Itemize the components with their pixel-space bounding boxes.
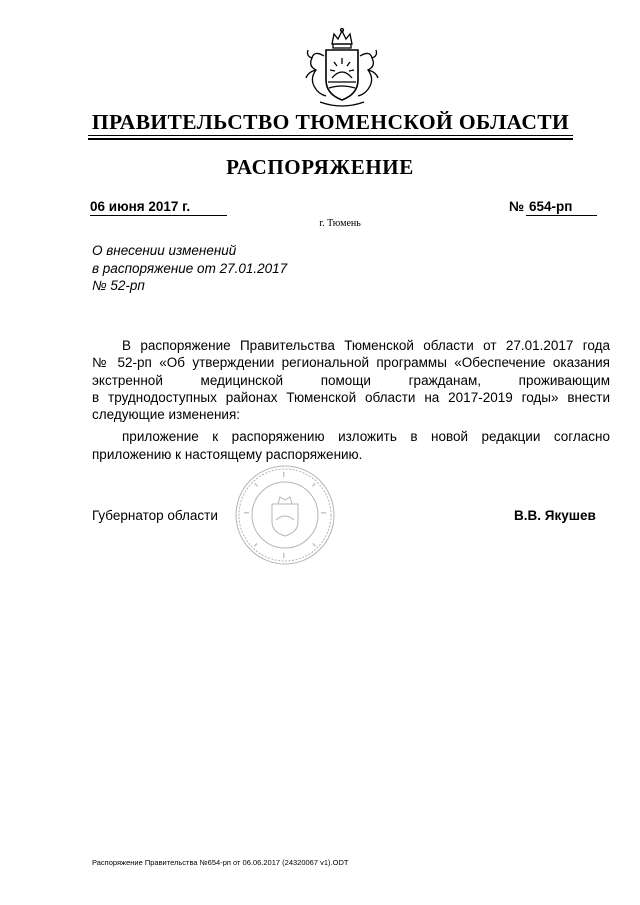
body-line: следующие изменения: [92,407,241,423]
subject-line: в распоряжение от 27.01.2017 [92,260,288,276]
body-line: приложению к настоящему распоряжению. [92,446,363,462]
header-divider-thick [88,138,573,140]
body-line: в труднодоступных районах Тюменской области на 2017-2019 годы» внести [92,389,610,405]
subject-line: № 52-рп [92,278,145,293]
signer-title: Губернатор области [92,508,218,523]
official-seal-icon [234,464,336,566]
body-line: экстренной медицинской помощи гражданам, проживающим [92,372,610,388]
signer-name: В.В. Якушев [514,508,596,523]
document-date: 06 июня 2017 г. [90,199,227,216]
document-body [92,337,610,463]
subject-line: О внесении изменений [92,243,237,258]
body-line: В распоряжение Правительства Тюменской области от 27.01.2017 года [122,338,610,353]
coat-of-arms-icon [296,26,388,110]
header-divider-thin [88,135,573,136]
organization-title: ПРАВИТЕЛЬСТВО ТЮМЕНСКОЙ ОБЛАСТИ [91,110,570,134]
body-line: № 52-рп «Об утверждении региональной программы «Обеспечение оказания [92,355,610,371]
body-line: приложение к распоряжению изложить в новой редакции согласно [122,429,610,445]
document-type: РАСПОРЯЖЕНИЕ [226,155,414,179]
document-number: 654-рп [526,199,597,216]
issue-city: г. Тюмень [319,218,361,229]
number-sign: № [509,199,525,214]
footer-file-reference: Распоряжение Правительства №654-рп от 06.06.2017 (24320067 v1).ODT [92,858,349,867]
document-subject [92,242,352,295]
